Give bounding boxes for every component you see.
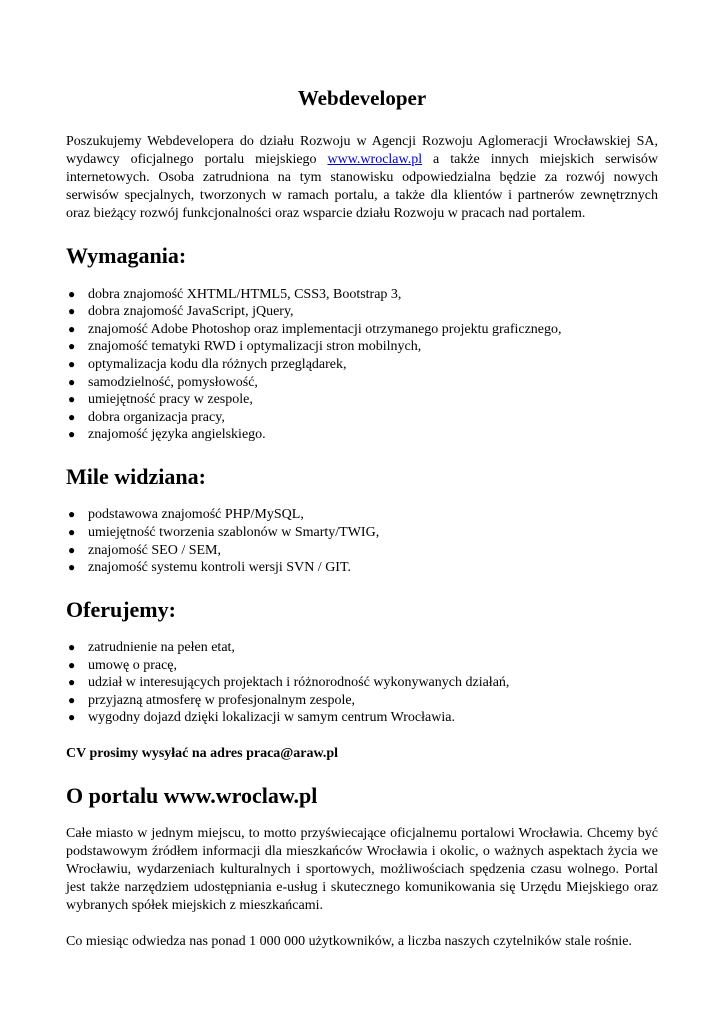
list-item: [66, 639, 658, 657]
list-item-text: dobra organizacja pracy,: [88, 409, 225, 425]
intro-text-before-link: Poszukujemy Webdevelopera do działu Rozwoju w Agencji Rozwoju Aglomeracji Wrocławskiej SA, wydawcy oficjalnego portalu miejskiego: [66, 134, 658, 168]
list-item-text: umiejętność tworzenia szablonów w Smarty/TWIG,: [88, 524, 380, 540]
bullet-icon: ●: [68, 339, 76, 354]
about-paragraph-1: Całe miasto w jednym miejscu, to motto przyświecające oficjalnemu portalowi Wrocławia. Chcemy być podstawowym źródłem informacji dla mieszkańców Wrocławia i okolic, o ważnych aspektach życia we Wrocławiu, wydarzeniach kulturalnych i sportowych, możliwościach spędzenia czasu wolnego. Portal jest także narzędziem udostępniania e-usług i skutecznego komunikowania się Urzędu Miejskiego oraz wybranych spółek miejskich z mieszkańcami.: [66, 826, 658, 914]
bullet-icon: ●: [68, 304, 76, 319]
about-heading: O portalu www.wroclaw.pl: [66, 783, 318, 809]
list-item-text: znajomość SEO / SEM,: [88, 542, 221, 558]
bullet-icon: ●: [68, 710, 76, 725]
list-item: [66, 657, 658, 675]
about-paragraph-2: Co miesiąc odwiedza nas ponad 1 000 000 użytkowników, a liczba naszych czytelników stale rośnie.: [66, 934, 632, 950]
bullet-icon: ●: [68, 286, 76, 301]
list-item: [66, 674, 658, 692]
list-item-text: dobra znajomość XHTML/HTML5, CSS3, Bootstrap 3,: [88, 286, 402, 302]
bullet-icon: ●: [68, 675, 76, 690]
list-item-text: umiejętność pracy w zespole,: [88, 392, 253, 408]
bullet-icon: ●: [68, 524, 76, 539]
paragraph-spacer: [66, 915, 658, 933]
list-item: [66, 321, 658, 339]
list-item-text: znajomość systemu kontroli wersji SVN / GIT.: [88, 560, 351, 576]
list-item: [66, 524, 658, 542]
list-item: [66, 542, 658, 560]
list-item: [66, 426, 658, 444]
bullet-icon: ●: [68, 392, 76, 407]
bullet-icon: ●: [68, 427, 76, 442]
requirements-heading: Wymagania:: [66, 243, 187, 269]
list-item: [66, 692, 658, 710]
requirements-list: [66, 286, 658, 444]
list-item-text: umowę o pracę,: [88, 657, 178, 673]
list-item-text: optymalizacja kodu dla różnych przeglądarek,: [88, 356, 347, 372]
bullet-icon: ●: [68, 542, 76, 557]
bullet-icon: ●: [68, 692, 76, 707]
list-item-text: podstawowa znajomość PHP/MySQL,: [88, 507, 304, 523]
bullet-icon: ●: [68, 409, 76, 424]
list-item-text: znajomość tematyki RWD i optymalizacji stron mobilnych,: [88, 339, 422, 355]
list-item-text: udział w interesujących projektach i różnorodność wykonywanych działań,: [88, 675, 510, 691]
list-item: [66, 356, 658, 374]
bullet-icon: ●: [68, 640, 76, 655]
list-item: [66, 409, 658, 427]
bullet-icon: ●: [68, 507, 76, 522]
bullet-icon: ●: [68, 657, 76, 672]
list-item: [66, 338, 658, 356]
list-item: [66, 391, 658, 409]
list-item-text: dobra znajomość JavaScript, jQuery,: [88, 304, 294, 320]
intro-text-after-link: a także innych miejskich serwisów internetowych. Osoba zatrudniona na tym stanowisku odpowiedzialna będzie za rozwój nowych serwisów specjalnych, tworzonych w ramach portalu, a także dla klientów i partnerów zewnętrznych oraz bieżący rozwój funkcjonalności oraz wsparcie działu Rozwoju w pracach nad portalem.: [66, 152, 658, 222]
list-item: [66, 286, 658, 304]
nice-to-have-heading: Mile widziana:: [66, 463, 206, 489]
bullet-icon: ●: [68, 374, 76, 389]
intro-paragraph: [66, 133, 658, 223]
list-item-text: wygodny dojazd dzięki lokalizacji w samym centrum Wrocławia.: [88, 710, 455, 726]
page-title: Webdeveloper: [297, 86, 427, 110]
portal-link[interactable]: www.wroclaw.pl: [327, 152, 423, 168]
bullet-icon: ●: [68, 321, 76, 336]
list-item: [66, 559, 658, 577]
list-item: [66, 374, 658, 392]
list-item: [66, 303, 658, 321]
cv-note: CV prosimy wysyłać na adres praca@araw.pl: [66, 746, 339, 762]
list-item: [66, 506, 658, 524]
offer-list: [66, 639, 658, 727]
list-item-text: znajomość Adobe Photoshop oraz implementacji otrzymanego projektu graficznego,: [88, 321, 562, 337]
list-item-text: zatrudnienie na pełen etat,: [88, 640, 235, 656]
nice-to-have-list: [66, 506, 658, 576]
list-item: [66, 709, 658, 727]
bullet-icon: ●: [68, 560, 76, 575]
list-item-text: znajomość języka angielskiego.: [88, 427, 266, 443]
bullet-icon: ●: [68, 356, 76, 371]
offer-heading: Oferujemy:: [66, 596, 176, 622]
list-item-text: przyjazną atmosferę w profesjonalnym zespole,: [88, 692, 356, 708]
list-item-text: samodzielność, pomysłowość,: [88, 374, 258, 390]
